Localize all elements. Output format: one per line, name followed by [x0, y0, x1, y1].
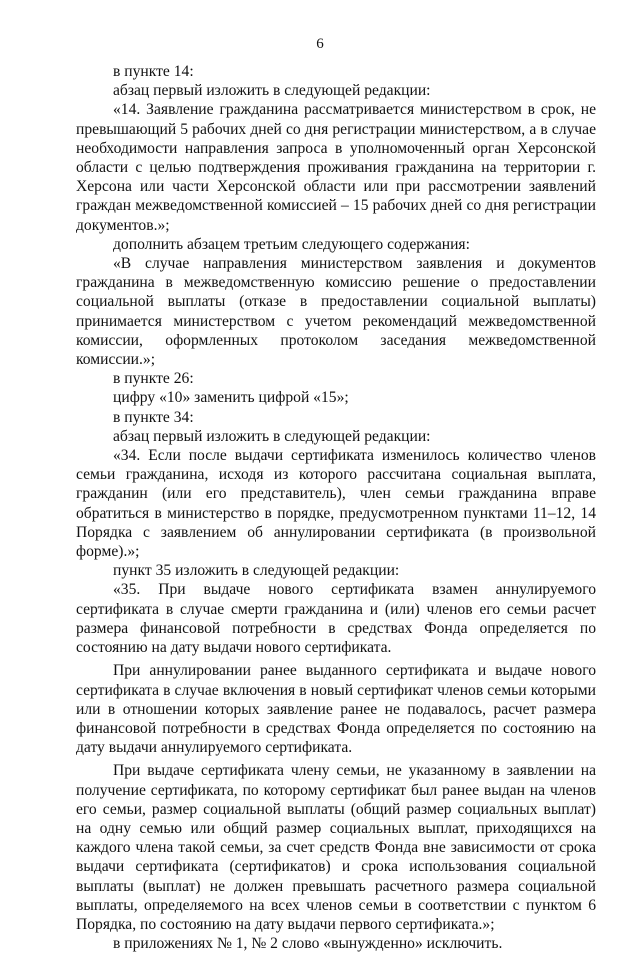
- paragraph-14: При выдаче сертификата члену семьи, не указанному в заявлении на получение сертификата, по которому сертификат был ранее выдан на членов его семьи, размер социальной выплаты (общий размер социальных выплат) на одну семью или общий размер социальных выплат, приходящихся на каждого члена такой семьи, за счет средств Фонда вне зависимости от срока выдачи сертификата (сертификатов) и срока использования социальной выплаты (выплат) не должен превышать расчетного размера социальной выплаты, определяемого на всех членов семьи в соответствии с пунктом 6 Порядка, по состоянию на дату выдачи первого сертификата.»;: [76, 762, 596, 933]
- paragraph-4: дополнить абзацем третьим следующего содержания:: [113, 235, 470, 253]
- paragraph-9: абзац первый изложить в следующей редакции:: [113, 427, 431, 445]
- paragraph-2: абзац первый изложить в следующей редакции:: [113, 82, 431, 100]
- paragraph-6: в пункте 26:: [113, 370, 194, 388]
- document-body: [76, 62, 596, 953]
- paragraph-3: «14. Заявление гражданина рассматривается министерством в срок, не превышающий 5 рабочих дней со дня регистрации министерством, а в случае необходимости направления запроса в уполномоченный орган Херсонской области с целью подтверждения проживания гражданина на территории г. Херсона или части Херсонской области или при рассмотрении заявлений граждан межведомственной комиссией – 15 рабочих дней со дня регистрации документов.»;: [76, 101, 596, 234]
- paragraph-5: «В случае направления министерством заявления и документов гражданина в межведомственную комиссию решение о предоставлении социальной выплаты (отказе в предоставлении социальной выплаты) принимается министерством с учетом рекомендаций межведомственной комиссии, оформленных протоколом заседания межведомственной комиссии.»;: [76, 255, 596, 369]
- paragraph-10: «34. Если после выдачи сертификата изменилось количество членов семьи гражданина, исходя из которого рассчитана социальная выплата, гражданин (или его представитель), член семьи гражданина вправе обратиться в министерство в порядке, предусмотренном пунктами 11–12, 14 Порядка с заявлением об аннулировании сертификата (в произвольной форме).»;: [76, 447, 596, 561]
- paragraph-7: цифру «10» заменить цифрой «15»;: [113, 389, 349, 407]
- paragraph-11: пункт 35 изложить в следующей редакции:: [113, 562, 400, 580]
- paragraph-1: в пункте 14:: [113, 63, 194, 80]
- paragraph-13: При аннулировании ранее выданного сертификата и выдаче нового сертификата в случае включения в новый сертификат членов семьи которыми или в отношении которых заявление ранее не подавалось, расчет размера финансовой потребности в средствах Фонда определяется по состоянию на дату выдачи аннулируемого сертификата.: [76, 662, 596, 757]
- paragraph-15: в приложениях № 1, № 2 слово «вынужденно» исключить.: [113, 935, 503, 953]
- paragraph-12: «35. При выдаче нового сертификата взамен аннулируемого сертификата в случае смерти гражданина и (или) членов его семьи расчет размера финансовой потребности в средствах Фонда определяется по состоянию на дату выдачи нового сертификата.: [76, 581, 596, 657]
- page-number: 6: [316, 36, 324, 52]
- paragraph-8: в пункте 34:: [113, 408, 194, 426]
